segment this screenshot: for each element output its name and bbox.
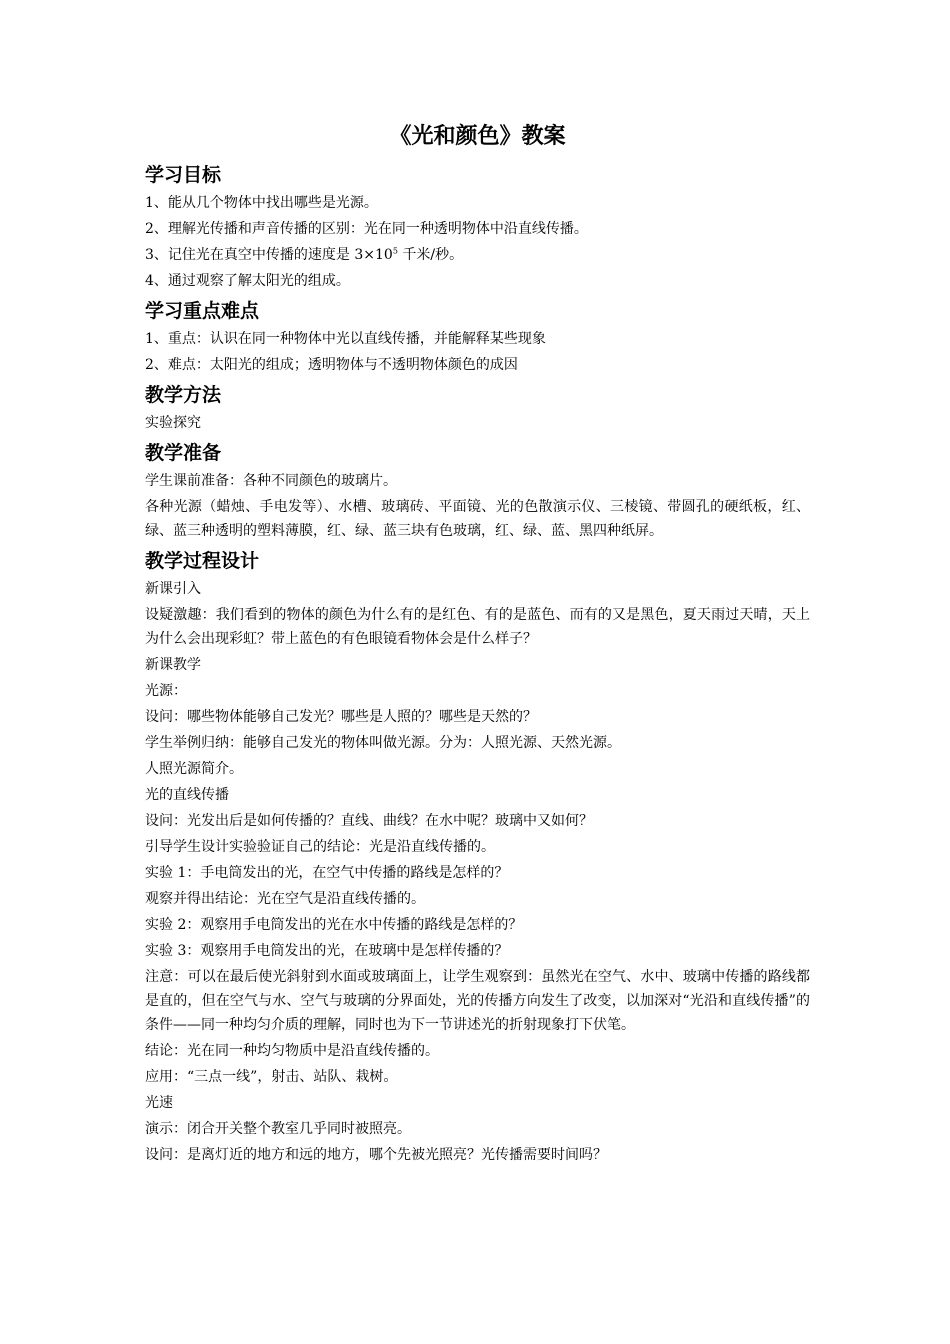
paragraph: 引导学生设计实验验证自己的结论：光是沿直线传播的。 [145,839,495,855]
paragraph: 实验 3：观察用手电筒发出的光，在玻璃中是怎样传播的？ [145,943,509,959]
paragraph: 2、理解光传播和声音传播的区别：光在同一种透明物体中沿直线传播。 [145,221,588,237]
paragraph: 观察并得出结论：光在空气是沿直线传播的。 [145,891,425,907]
paragraph: 2、难点：太阳光的组成；透明物体与不透明物体颜色的成因 [145,357,518,373]
paragraph: 光速 [145,1095,173,1111]
exponent: 5 [392,246,398,256]
document-title: 《光和颜色》教案 [389,124,566,149]
section-heading: 学习重点难点 [145,300,260,322]
section-heading: 教学过程设计 [145,550,260,572]
paragraph: 结论：光在同一种均匀物质中是沿直线传播的。 [145,1043,439,1059]
paragraph: 实验探究 [145,415,201,431]
paragraph: 实验 1：手电筒发出的光，在空气中传播的路线是怎样的？ [145,865,509,881]
paragraph: 设问：是离灯近的地方和远的地方，哪个先被光照亮？光传播需要时间吗？ [145,1147,607,1163]
paragraph: 设问：哪些物体能够自己发光？哪些是人照的？哪些是天然的？ [145,709,537,725]
section-heading: 教学准备 [145,442,222,464]
section-heading: 教学方法 [145,384,222,406]
paragraph: 应用：“三点一线”，射击、站队、栽树。 [145,1069,398,1085]
paragraph: 设疑激趣：我们看到的物体的颜色为什么有的是红色、有的是蓝色、而有的又是黑色，夏天雨过天晴，天上为什么会出现彩虹？带上蓝色的有色眼镜看物体会是什么样子？ [145,607,810,647]
paragraph: 学生举例归纳：能够自己发光的物体叫做光源。分为：人照光源、天然光源。 [145,735,621,751]
paragraph: 4、通过观察了解太阳光的组成。 [145,273,350,289]
paragraph-text: 千米/秒。 [397,247,464,263]
paragraph: 实验 2：观察用手电筒发出的光在水中传播的路线是怎样的？ [145,917,523,933]
paragraph: 学生课前准备：各种不同颜色的玻璃片。 [145,473,397,489]
paragraph: 各种光源（蜡烛、手电发等）、水槽、玻璃砖、平面镜、光的色散演示仪、三棱镜、带圆孔的硬纸板，红、绿、蓝三种透明的塑料薄膜，红、绿、蓝三块有色玻璃，红、绿、蓝、黑四种纸屏。 [145,499,810,539]
section-heading: 学习目标 [145,164,222,186]
paragraph-text: 3、记住光在真空中传播的速度是 3×10 [145,247,393,263]
paragraph: 1、重点：认识在同一种物体中光以直线传播，并能解释某些现象 [145,331,546,347]
document-body [145,117,810,1169]
paragraph: 演示：闭合开关整个教室几乎同时被照亮。 [145,1121,411,1137]
paragraph: 光的直线传播 [145,787,229,803]
paragraph: 新课引入 [145,581,201,597]
paragraph: 人照光源简介。 [145,761,243,777]
paragraph: 光源： [145,683,187,699]
paragraph: 1、能从几个物体中找出哪些是光源。 [145,195,378,211]
paragraph: 设问：光发出后是如何传播的？直线、曲线？在水中呢？玻璃中又如何？ [145,813,593,829]
paragraph: 注意：可以在最后使光斜射到水面或玻璃面上，让学生观察到：虽然光在空气、水中、玻璃中传播的路线都是直的，但在空气与水、空气与玻璃的分界面处，光的传播方向发生了改变，以加深对“光沿和直线传播”的条件——同一种均匀介质的理解，同时也为下一节讲述光的折射现象打下伏笔。 [145,969,810,1033]
paragraph: 新课教学 [145,657,201,673]
paragraph [145,243,810,267]
